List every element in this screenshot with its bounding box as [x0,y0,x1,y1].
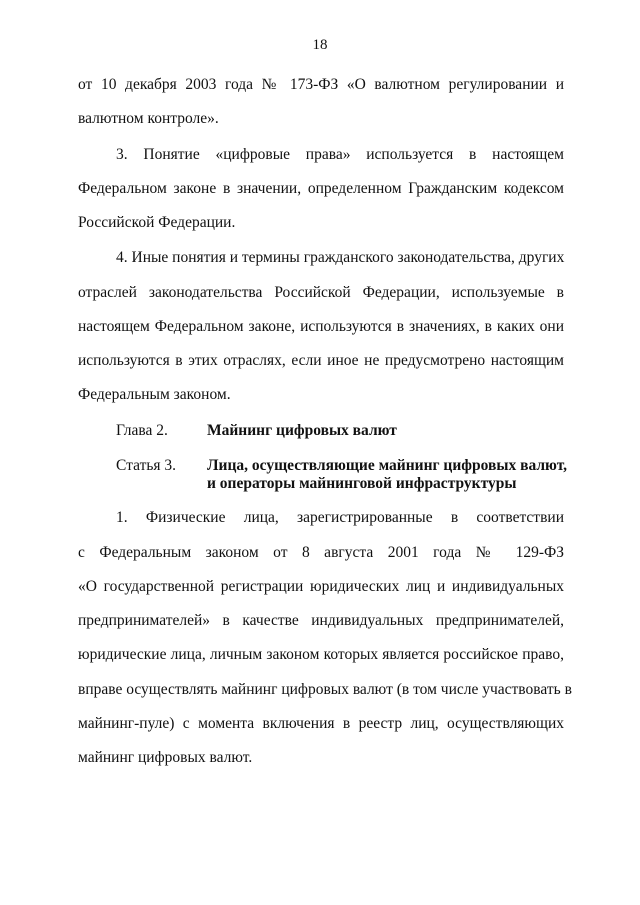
paragraph-line: отраслей законодательства Российской Федерации, используемые в [78,284,564,301]
paragraph-line: Федеральным законом. [78,386,231,403]
paragraph-line: Федеральном законе в значении, определенном Гражданским кодексом [78,180,564,197]
paragraph-line: валютном контроле». [78,110,219,127]
paragraph-line: майнинг цифровых валют. [78,749,253,766]
paragraph-line: вправе осуществлять майнинг цифровых валют (в том числе участвовать в [78,681,572,698]
chapter-label: Глава 2. [116,422,168,439]
paragraph-line: настоящем Федеральном законе, используются в значениях, в каких они [78,318,564,335]
paragraph-line: предпринимателей» в качестве индивидуальных предпринимателей, [78,612,564,629]
paragraph-line: майнинг-пуле) с момента включения в реестр лиц, осуществляющих [78,715,564,732]
article-title-line: и операторы майнинговой инфраструктуры [207,475,517,492]
paragraph-line: Российской Федерации. [78,214,236,231]
page-number: 18 [312,37,328,53]
paragraph-line: 3. Понятие «цифровые права» используется в настоящем [116,146,564,163]
paragraph-line: «О государственной регистрации юридических лиц и индивидуальных [78,578,564,595]
article-label: Статья 3. [116,457,177,474]
paragraph-line: 1. Физические лица, зарегистрированные в соответствии [116,509,564,526]
paragraph-line: от 10 декабря 2003 года № 173-ФЗ «О валютном регулировании и [78,76,564,93]
paragraph-line: с Федеральным законом от 8 августа 2001 года № 129-ФЗ [78,544,564,561]
paragraph-line: юридические лица, личным законом которых является российское право, [78,646,564,663]
article-title-line: Лица, осуществляющие майнинг цифровых валют, [207,457,568,474]
paragraph-line: 4. Иные понятия и термины гражданского законодательства, других [116,249,565,266]
paragraph-line: используются в этих отраслях, если иное не предусмотрено настоящим [78,352,564,369]
chapter-title: Майнинг цифровых валют [207,422,397,439]
